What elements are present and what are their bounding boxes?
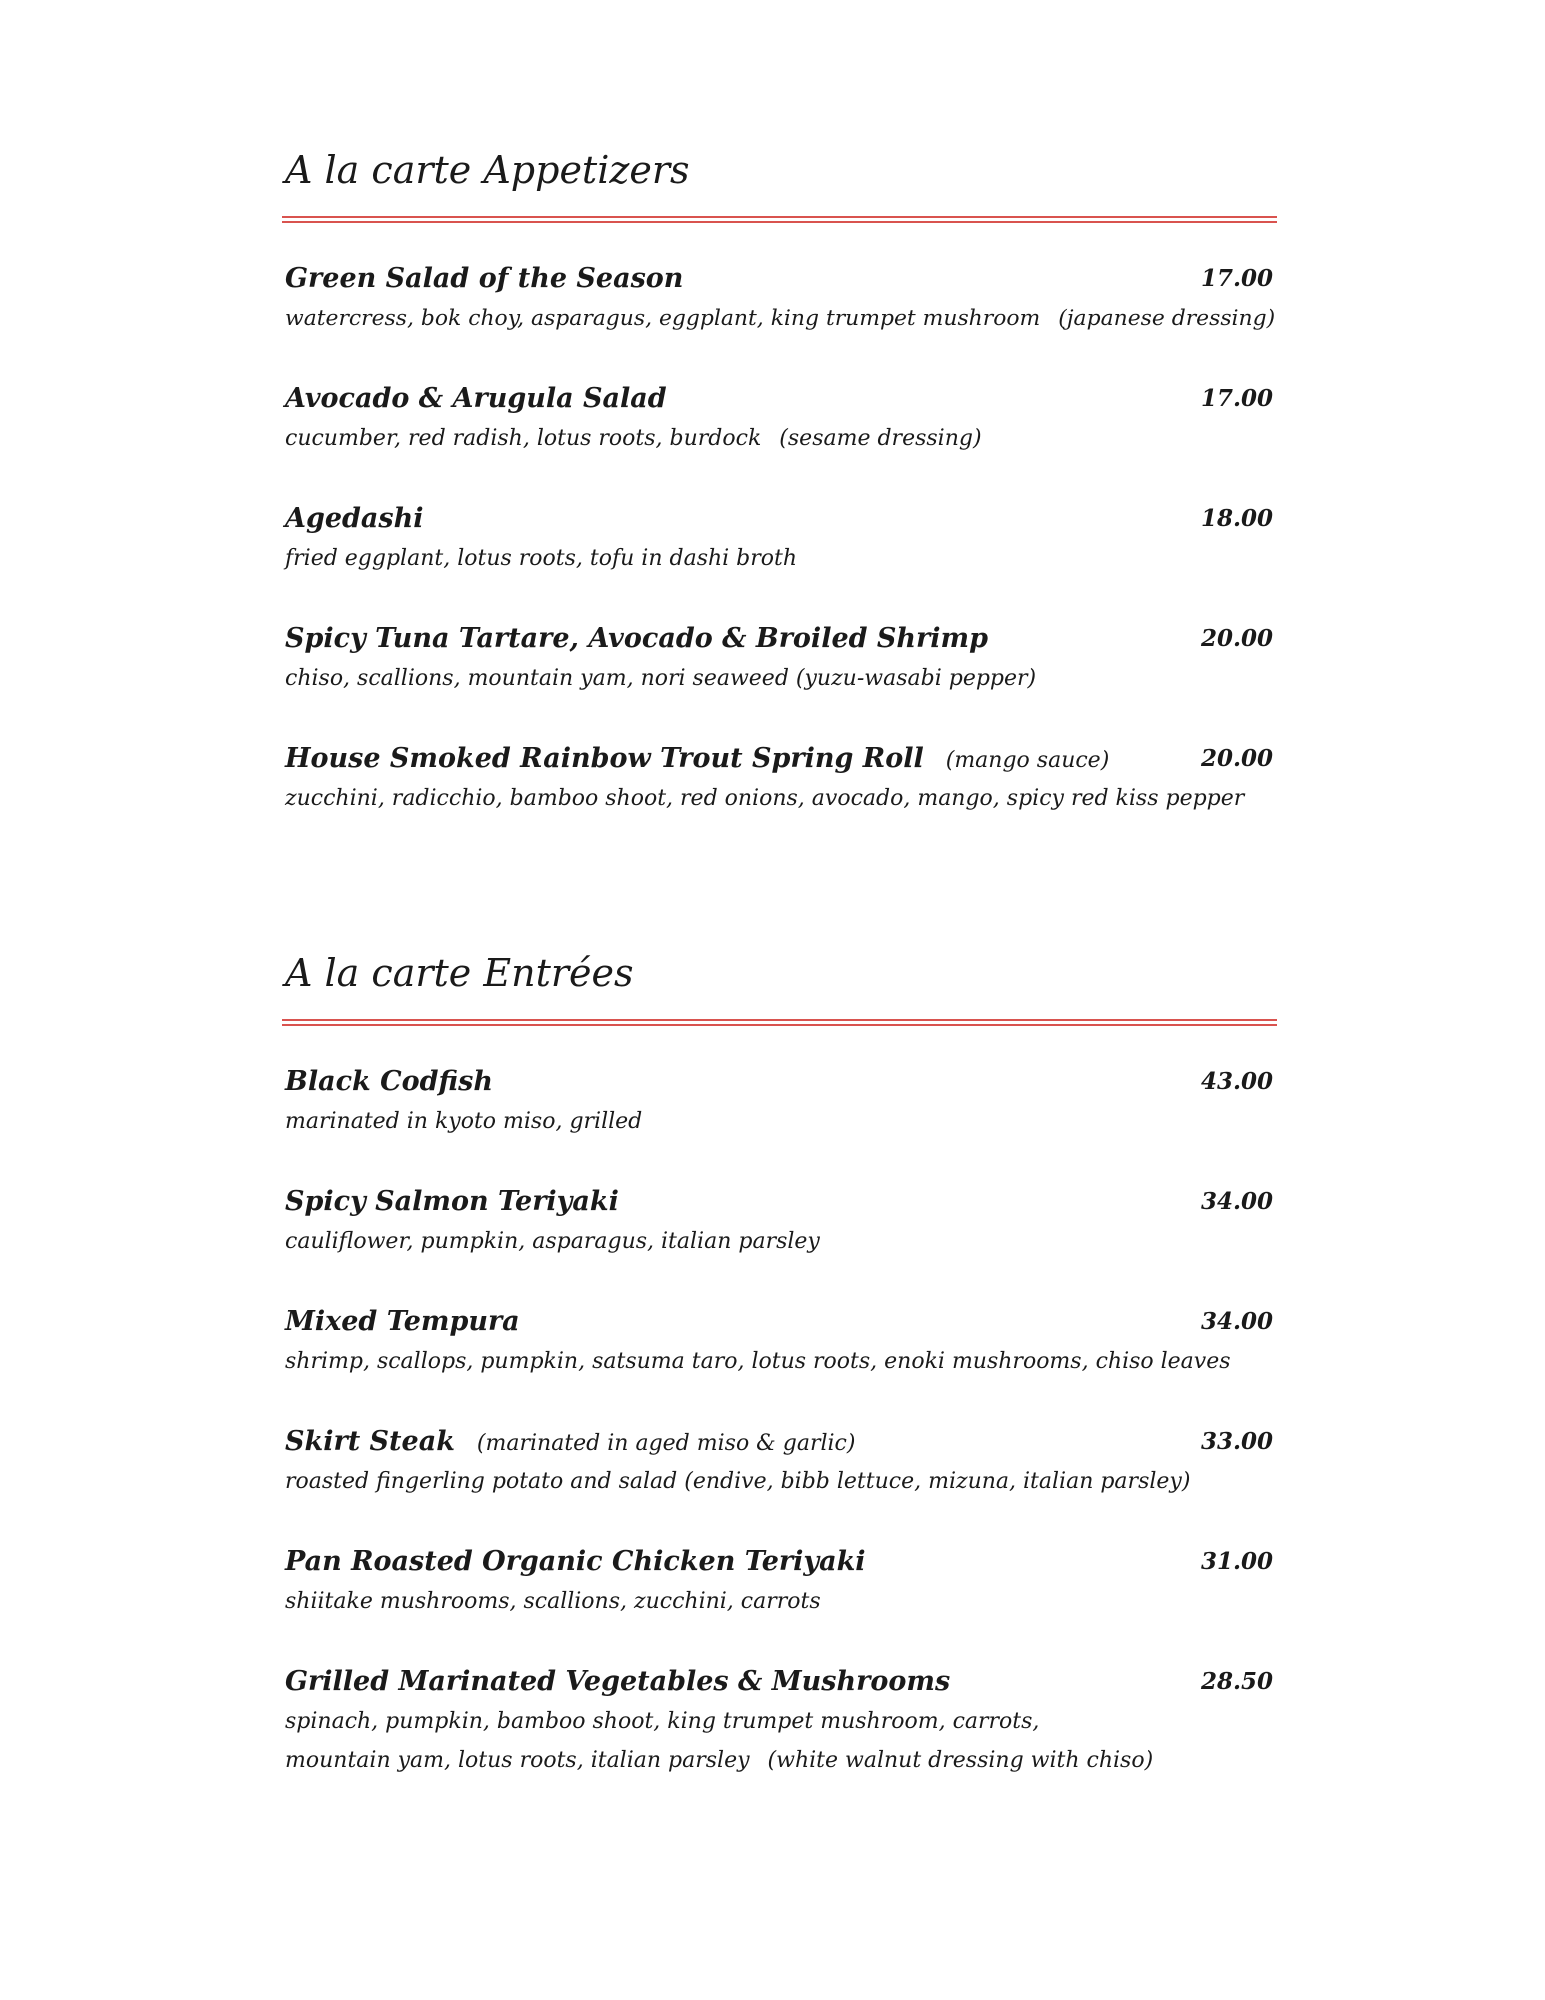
menu-item-description: [285, 1583, 1275, 1620]
menu-item-price: 20.00: [1200, 624, 1273, 652]
entrees-section: [285, 951, 1275, 1822]
description-text: marinated in kyoto miso, grilled: [285, 1108, 643, 1134]
menu-item: [285, 500, 1275, 577]
menu-item-name: House Smoked Rainbow Trout Spring Roll: [285, 742, 924, 774]
menu-item: [285, 1663, 1275, 1779]
menu-item: [285, 380, 1275, 457]
rule-line: [282, 1019, 1277, 1021]
menu-item-name: Pan Roasted Organic Chicken Teriyaki: [285, 1545, 866, 1577]
appetizers-title-rule: [282, 216, 1277, 222]
menu-item-header: [285, 260, 1275, 298]
description-text: mountain yam, lotus roots, italian parsley: [285, 1747, 750, 1773]
menu-item-description: [285, 300, 1275, 337]
menu-item-description: [285, 1103, 1275, 1140]
description-text: fried eggplant, lotus roots, tofu in dashi broth: [285, 545, 798, 571]
rule-line: [282, 1024, 1277, 1026]
menu-item-description: [285, 660, 1275, 697]
description-text: watercress, bok choy, asparagus, eggplant, king trumpet mushroom: [285, 305, 1041, 331]
menu-item-price: 31.00: [1200, 1547, 1273, 1575]
menu-item-name: Avocado & Arugula Salad: [285, 382, 667, 414]
menu-item-header: [285, 1543, 1275, 1581]
menu-item-note: (marinated in aged miso & garlic): [476, 1430, 856, 1456]
menu-item: [285, 1303, 1275, 1380]
menu-item: [285, 260, 1275, 337]
menu-item-name: Agedashi: [285, 502, 424, 534]
menu-item: [285, 1423, 1275, 1500]
menu-item-name: Spicy Tuna Tartare, Avocado & Broiled Shrimp: [285, 622, 988, 654]
menu-item-price: 43.00: [1200, 1067, 1273, 1095]
menu-item-header: [285, 500, 1275, 538]
menu-item: [285, 1543, 1275, 1620]
menu-item-header: [285, 380, 1275, 418]
description-text: shrimp, scallops, pumpkin, satsuma taro, lotus roots, enoki mushrooms, chiso leaves: [285, 1348, 1231, 1374]
menu-item-note: (mango sauce): [945, 747, 1110, 773]
menu-item-price: 34.00: [1200, 1307, 1273, 1335]
menu-item-header: [285, 1183, 1275, 1221]
menu-item-name: Grilled Marinated Vegetables & Mushrooms: [285, 1665, 951, 1697]
menu-item-name: Mixed Tempura: [285, 1305, 520, 1337]
appetizers-title: A la carte Appetizers: [285, 148, 690, 192]
menu-item-description: [285, 780, 1275, 817]
menu-item-name: Green Salad of the Season: [285, 262, 684, 294]
rule-line: [282, 221, 1277, 223]
menu-item: [285, 1183, 1275, 1260]
menu-item-description: [285, 420, 1275, 457]
menu-item-description: [285, 540, 1275, 577]
menu-item-description: [285, 1463, 1275, 1500]
menu-item-description: [285, 1742, 1275, 1779]
menu-item-description: [285, 1343, 1275, 1380]
description-dressing: (japanese dressing): [1058, 305, 1276, 331]
description-text: cauliflower, pumpkin, asparagus, italian parsley: [285, 1228, 820, 1254]
appetizers-list: [285, 260, 1275, 817]
description-text: roasted fingerling potato and salad (endive, bibb lettuce, mizuna, italian parsley): [285, 1468, 1191, 1494]
menu-item-price: 17.00: [1200, 264, 1273, 292]
menu-item-description: [285, 1703, 1275, 1740]
description-text: shiitake mushrooms, scallions, zucchini, carrots: [285, 1588, 821, 1614]
entrees-title: A la carte Entrées: [285, 951, 634, 995]
rule-line: [282, 216, 1277, 218]
menu-item-name: Spicy Salmon Teriyaki: [285, 1185, 619, 1217]
menu-item-header: [285, 1303, 1275, 1341]
menu-item-price: 33.00: [1200, 1427, 1273, 1455]
description-dressing: (white walnut dressing with chiso): [767, 1747, 1154, 1773]
description-text: cucumber, red radish, lotus roots, burdock: [285, 425, 762, 451]
menu-item-description: [285, 1223, 1275, 1260]
menu-item-price: 34.00: [1200, 1187, 1273, 1215]
description-dressing: (sesame dressing): [779, 425, 982, 451]
menu-item-header: [285, 740, 1275, 778]
menu-item-header: [285, 1063, 1275, 1101]
menu-item-price: 17.00: [1200, 384, 1273, 412]
description-text: zucchini, radicchio, bamboo shoot, red onions, avocado, mango, spicy red kiss pepper: [285, 785, 1245, 811]
entrees-title-rule: [282, 1019, 1277, 1025]
description-text: spinach, pumpkin, bamboo shoot, king trumpet mushroom, carrots,: [285, 1708, 1040, 1734]
menu-item: [285, 740, 1275, 817]
menu-item-name: Skirt Steak: [285, 1425, 455, 1457]
menu-item-header: [285, 620, 1275, 658]
menu-item-name: Black Codfish: [285, 1065, 493, 1097]
entrees-list: [285, 1063, 1275, 1779]
menu-item-header: [285, 1663, 1275, 1701]
description-text: chiso, scallions, mountain yam, nori seaweed (yuzu-wasabi pepper): [285, 665, 1037, 691]
menu-item-price: 18.00: [1200, 504, 1273, 532]
menu-item-price: 20.00: [1200, 744, 1273, 772]
menu-item: [285, 620, 1275, 697]
menu-item-price: 28.50: [1200, 1667, 1273, 1695]
menu-item-header: [285, 1423, 1275, 1461]
appetizers-section: [285, 148, 1275, 860]
menu-item: [285, 1063, 1275, 1140]
